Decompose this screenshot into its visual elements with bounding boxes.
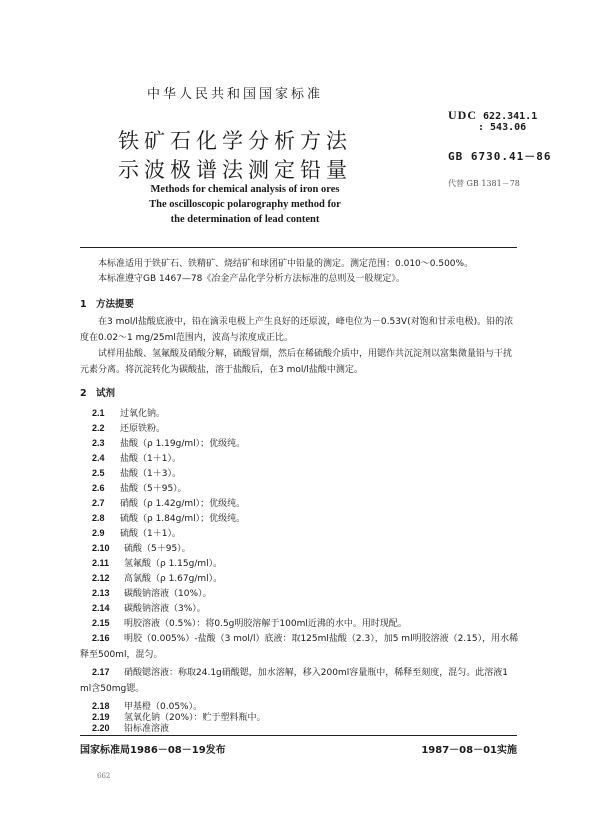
intro-compliance: 本标准遵守GB 1467—78《冶金产品化学分析方法标准的总则及一般规定》。 xyxy=(98,274,405,284)
item-text: 盐酸（5＋95）。 xyxy=(120,484,187,494)
title-zh-line2: 示波极谱法测定铅量 xyxy=(118,158,352,182)
item-text: 硫酸（ρ 1.84g/ml）；优级纯。 xyxy=(120,514,246,524)
item-text: 明胶（0.005%）-盐酸（3 mol/l）底液：取125ml盐酸（2.3），加5 ml明胶溶液（2.15），用水稀释至500ml，混匀。 xyxy=(80,634,519,660)
section-1-para-1: 在3 mol/l盐酸底液中，铅在滴汞电极上产生良好的还原波，峰电位为－0.53V(对饱和甘汞电极)。铅的浓度在0.02～1 mg/25ml范围内，波高与浓度成正比。 xyxy=(80,317,514,343)
item-text: 高氯酸（ρ 1.67g/ml）。 xyxy=(124,574,223,584)
reagent-item xyxy=(92,437,245,450)
reagent-item xyxy=(80,630,520,663)
section-1-para-2: 试样用盐酸、氢氟酸及硝酸分解，硫酸冒烟，然后在稀硫酸介质中，用锶作共沉淀剂以富集微量铅与干扰元素分离。将沉淀转化为碳酸盐，溶于盐酸后，在3 mol/l盐酸中测定。 xyxy=(80,349,513,375)
udc-line2: : 543.06 xyxy=(478,122,527,133)
udc-code xyxy=(448,110,537,133)
reagent-item xyxy=(92,572,222,585)
udc-label: UDC xyxy=(448,108,477,122)
item-number: 2.11 xyxy=(92,558,110,568)
header-divider xyxy=(80,247,517,248)
reagent-item xyxy=(92,722,169,735)
item-number: 2.17 xyxy=(92,667,110,677)
item-number: 2.16 xyxy=(92,633,110,643)
page-number: 662 xyxy=(97,772,111,780)
item-text: 盐酸（ρ 1.19g/ml）；优级纯。 xyxy=(120,439,246,449)
replaces-note: 代替 GB 1381－78 xyxy=(448,179,520,188)
reagent-item xyxy=(92,482,187,495)
item-text: 碳酸钠溶液（3%）。 xyxy=(124,604,206,614)
item-number: 2.2 xyxy=(92,423,105,433)
item-number: 2.10 xyxy=(92,543,110,553)
item-number: 2.3 xyxy=(92,438,105,448)
item-number: 2.15 xyxy=(92,618,110,628)
section-title: 方法提要 xyxy=(96,299,135,310)
section-2-heading xyxy=(80,385,115,399)
item-text: 盐酸（1＋1）。 xyxy=(120,454,181,464)
item-number: 2.14 xyxy=(92,603,110,613)
section-1-heading xyxy=(80,296,134,310)
item-number: 2.6 xyxy=(92,483,105,493)
reagent-item xyxy=(92,467,181,480)
item-number: 2.18 xyxy=(92,701,110,711)
item-number: 2.20 xyxy=(92,723,110,733)
item-text: 氢氟酸（ρ 1.15g/ml）。 xyxy=(124,559,223,569)
item-number: 2.7 xyxy=(92,498,105,508)
item-text: 硫酸（5＋95）。 xyxy=(124,544,191,554)
title-zh-line1: 铁矿石化学分析方法 xyxy=(118,129,352,153)
reagent-item xyxy=(80,664,520,697)
national-standard-heading: 中华人民共和国国家标准 xyxy=(146,87,323,102)
section-number: 2 xyxy=(80,388,87,399)
reagent-item xyxy=(92,557,222,570)
item-text: 明胶溶液（0.5%）：将0.5g明胶溶解于100ml近沸的水中。用时现配。 xyxy=(124,619,407,629)
reagent-item xyxy=(92,602,206,615)
item-number: 2.13 xyxy=(92,588,110,598)
reagent-item xyxy=(92,497,245,510)
title-en xyxy=(120,182,370,227)
item-text: 氢氧化钠（20%）：贮于塑料瓶中。 xyxy=(124,713,266,723)
item-text: 碳酸钠溶液（10%）。 xyxy=(124,589,212,599)
item-number: 2.9 xyxy=(92,528,105,538)
item-number: 2.8 xyxy=(92,513,105,523)
reagent-item xyxy=(92,422,165,435)
item-number: 2.1 xyxy=(92,408,105,418)
reagent-item xyxy=(92,542,191,555)
reagent-item xyxy=(92,452,181,465)
item-text: 硝酸（ρ 1.42g/ml）；优级纯。 xyxy=(120,499,246,509)
item-text: 硫酸（1＋1）。 xyxy=(120,529,181,539)
title-en-line2: The oscilloscopic polarography method for xyxy=(149,199,341,210)
gb-number: GB 6730.41－86 xyxy=(448,150,552,163)
item-number: 2.5 xyxy=(92,468,105,478)
item-text: 过氧化钠。 xyxy=(120,409,166,419)
item-text: 铅标准溶液 xyxy=(124,724,170,734)
effective-date: 1987－08－01实施 xyxy=(421,745,517,756)
item-text: 盐酸（1＋3）。 xyxy=(120,469,181,479)
reagent-item xyxy=(92,407,165,420)
footer-divider xyxy=(80,735,517,736)
issue-date: 国家标准局1986－08－19发布 xyxy=(80,745,226,756)
item-text: 还原铁粉。 xyxy=(120,424,166,434)
title-en-line3: the determination of lead content xyxy=(170,214,320,225)
udc-line1: 622.341.1 xyxy=(483,111,538,122)
reagent-item xyxy=(92,527,181,540)
item-number: 2.4 xyxy=(92,453,105,463)
section-title: 试剂 xyxy=(96,388,116,399)
intro-scope: 本标准适用于铁矿石、铁精矿、烧结矿和球团矿中铅量的测定。测定范围：0.010～0.500%。 xyxy=(98,259,474,269)
item-number: 2.12 xyxy=(92,573,110,583)
item-number: 2.19 xyxy=(92,712,110,722)
title-en-line1: Methods for chemical analysis of iron ores xyxy=(150,184,340,195)
reagent-item xyxy=(92,617,407,630)
item-text: 硝酸锶溶液：称取24.1g硝酸锶，加水溶解，移入200ml容量瓶中，稀释至刻度，混匀。此溶液1 ml含50mg锶。 xyxy=(80,668,508,694)
item-text: 甲基橙（0.05%）。 xyxy=(124,702,203,712)
section-number: 1 xyxy=(80,299,87,310)
reagent-item xyxy=(92,587,212,600)
reagent-item xyxy=(92,512,245,525)
